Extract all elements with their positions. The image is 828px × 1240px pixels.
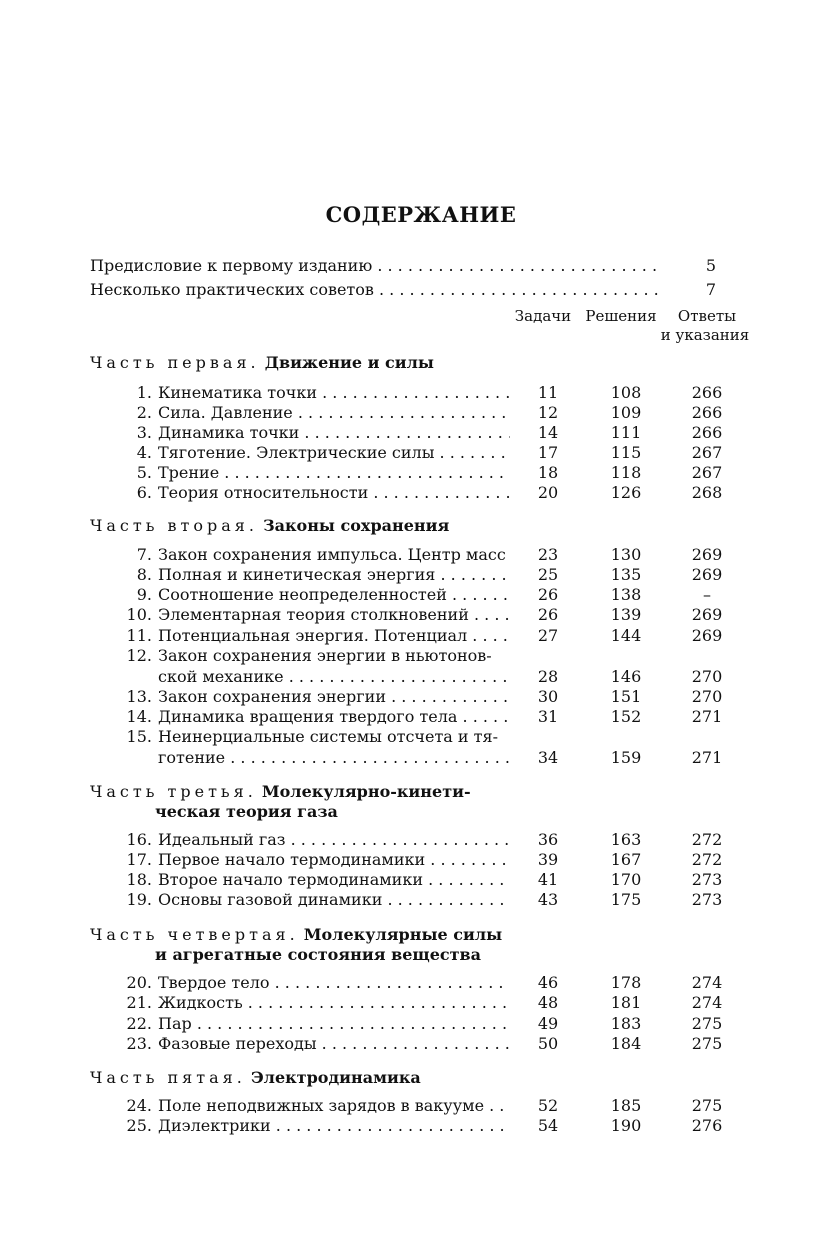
- table-row: [0, 973, 828, 993]
- table-row: [0, 626, 828, 646]
- chapter-number: 12.: [126, 646, 152, 665]
- chapter-title: Неинерциальные системы отсчета и тя-: [158, 727, 499, 746]
- chapter-title: Динамика вращения твердого тела . . .: [158, 707, 510, 727]
- part-heading: [90, 1068, 520, 1088]
- solutions-page: 175: [610, 890, 642, 909]
- chapter-number: 22.: [126, 1014, 152, 1033]
- part-label: Часть вторая.: [90, 516, 258, 535]
- table-row: [0, 463, 828, 483]
- solutions-page: 185: [610, 1096, 642, 1115]
- chapter-number: 24.: [126, 1096, 152, 1115]
- entry-text: Предисловие к первому изданию . . .: [90, 256, 662, 276]
- column-header-solutions: Решения: [585, 307, 657, 325]
- solutions-page: 139: [610, 605, 642, 624]
- chapter-title: Закон сохранения энергии в ньютонов-: [158, 646, 492, 665]
- tasks-page: 30: [537, 687, 559, 706]
- chapter-title: Потенциальная энергия. Потенциал . . .: [158, 626, 510, 646]
- table-row: [0, 383, 828, 403]
- entry-page: 5: [705, 256, 717, 275]
- solutions-page: 144: [610, 626, 642, 645]
- chapter-number: 14.: [126, 707, 152, 726]
- toc-front-entry: [0, 256, 828, 276]
- solutions-page: 138: [610, 585, 642, 604]
- chapter-number: 8.: [136, 565, 152, 584]
- answers-page: 276: [691, 1116, 723, 1135]
- solutions-page: 130: [610, 545, 642, 564]
- chapter-number: 18.: [126, 870, 152, 889]
- tasks-page: 52: [537, 1096, 559, 1115]
- part-heading: [90, 782, 520, 822]
- table-row: [0, 1096, 828, 1116]
- entry-page: 7: [705, 280, 717, 299]
- answers-page: 266: [691, 403, 723, 422]
- chapter-number: 4.: [136, 443, 152, 462]
- answers-page: 266: [691, 423, 723, 442]
- answers-page: 275: [691, 1014, 723, 1033]
- chapter-title: Закон сохранения импульса. Центр масс . . .: [158, 545, 510, 565]
- answers-page: 268: [691, 483, 723, 502]
- answers-page: 266: [691, 383, 723, 402]
- table-row: [0, 1034, 828, 1054]
- answers-page: 272: [691, 850, 723, 869]
- tasks-page: 28: [537, 667, 559, 686]
- chapter-title: Закон сохранения энергии . . .: [158, 687, 510, 707]
- table-row: [0, 993, 828, 1013]
- entry-text: Несколько практических советов . . .: [90, 280, 662, 300]
- tasks-page: 23: [537, 545, 559, 564]
- answers-page: 270: [691, 687, 723, 706]
- chapter-number: 10.: [126, 605, 152, 624]
- tasks-page: 50: [537, 1034, 559, 1053]
- part-title: Молекулярно-кинети-: [261, 782, 471, 801]
- tasks-page: 43: [537, 890, 559, 909]
- table-row: [0, 687, 828, 707]
- chapter-number: 21.: [126, 993, 152, 1012]
- tasks-page: 12: [537, 403, 559, 422]
- chapter-title-line2: готение . . .: [158, 748, 510, 768]
- answers-page: 274: [691, 993, 723, 1012]
- chapter-title: Основы газовой динамики . . .: [158, 890, 510, 910]
- chapter-title: Поле неподвижных зарядов в вакууме . . .: [158, 1096, 510, 1116]
- table-row: [0, 870, 828, 890]
- answers-page: 267: [691, 463, 723, 482]
- answers-page: 269: [691, 626, 723, 645]
- chapter-title: Динамика точки . . .: [158, 423, 510, 443]
- answers-page: 269: [691, 565, 723, 584]
- part-heading: [90, 516, 520, 536]
- tasks-page: 27: [537, 626, 559, 645]
- tasks-page: 26: [537, 605, 559, 624]
- tasks-page: 36: [537, 830, 559, 849]
- table-row: [0, 483, 828, 503]
- tasks-page: 25: [537, 565, 559, 584]
- table-row: [0, 727, 828, 768]
- part-label: Часть первая.: [90, 353, 260, 372]
- solutions-page: 190: [610, 1116, 642, 1135]
- table-row: [0, 1116, 828, 1136]
- table-row: [0, 605, 828, 625]
- tasks-page: 54: [537, 1116, 559, 1135]
- answers-page: 270: [691, 667, 723, 686]
- solutions-page: 184: [610, 1034, 642, 1053]
- chapter-title: Второе начало термодинамики . . .: [158, 870, 510, 890]
- table-row: [0, 707, 828, 727]
- chapter-title: Фазовые переходы . . .: [158, 1034, 510, 1054]
- chapter-number: 6.: [136, 483, 152, 502]
- tasks-page: 31: [537, 707, 559, 726]
- part-title: Электродинамика: [250, 1068, 421, 1087]
- chapter-number: 5.: [136, 463, 152, 482]
- part-heading: [90, 353, 520, 373]
- tasks-page: 41: [537, 870, 559, 889]
- table-row: [0, 890, 828, 910]
- solutions-page: 118: [610, 463, 642, 482]
- chapter-number: 1.: [136, 383, 152, 402]
- table-row: [0, 565, 828, 585]
- chapter-number: 25.: [126, 1116, 152, 1135]
- table-row: [0, 443, 828, 463]
- solutions-page: 181: [610, 993, 642, 1012]
- part-title: Молекулярные силы: [303, 925, 503, 944]
- chapter-title: Идеальный газ . . .: [158, 830, 510, 850]
- solutions-page: 159: [610, 748, 642, 767]
- solutions-page: 109: [610, 403, 642, 422]
- solutions-page: 135: [610, 565, 642, 584]
- chapter-title: Тяготение. Электрические силы . . .: [158, 443, 510, 463]
- chapter-title-line2: ской механике . . .: [158, 667, 510, 687]
- chapter-title: Полная и кинетическая энергия . . .: [158, 565, 510, 585]
- answers-page: 267: [691, 443, 723, 462]
- chapter-title: Кинематика точки . . .: [158, 383, 510, 403]
- answers-page: 271: [691, 707, 723, 726]
- chapter-title: Элементарная теория столкновений . . .: [158, 605, 510, 625]
- solutions-page: 115: [610, 443, 642, 462]
- tasks-page: 11: [537, 383, 559, 402]
- solutions-page: 152: [610, 707, 642, 726]
- chapter-number: 13.: [126, 687, 152, 706]
- chapter-title: Пар . . .: [158, 1014, 510, 1034]
- tasks-page: 20: [537, 483, 559, 502]
- solutions-page: 146: [610, 667, 642, 686]
- part-title: Движение и силы: [264, 353, 434, 372]
- column-header-tasks: Задачи: [514, 307, 572, 325]
- chapter-number: 23.: [126, 1034, 152, 1053]
- part-label: Часть четвертая.: [90, 925, 299, 944]
- table-row: [0, 585, 828, 605]
- part-label: Часть третья.: [90, 782, 257, 801]
- chapter-number: 11.: [126, 626, 152, 645]
- answers-page: 272: [691, 830, 723, 849]
- chapter-number: 3.: [136, 423, 152, 442]
- table-row: [0, 646, 828, 687]
- solutions-page: 163: [610, 830, 642, 849]
- answers-page: –: [703, 585, 711, 604]
- tasks-page: 39: [537, 850, 559, 869]
- table-row: [0, 545, 828, 565]
- part-label: Часть пятая.: [90, 1068, 246, 1087]
- toc-front-entry: [0, 280, 828, 300]
- chapter-number: 2.: [136, 403, 152, 422]
- tasks-page: 46: [537, 973, 559, 992]
- solutions-page: 126: [610, 483, 642, 502]
- solutions-page: 111: [610, 423, 642, 442]
- chapter-title: Твердое тело . . .: [158, 973, 510, 993]
- tasks-page: 14: [537, 423, 559, 442]
- solutions-page: 167: [610, 850, 642, 869]
- chapter-number: 15.: [126, 727, 152, 746]
- chapter-number: 20.: [126, 973, 152, 992]
- chapter-title: Трение . . .: [158, 463, 510, 483]
- answers-page: 274: [691, 973, 723, 992]
- chapter-number: 9.: [136, 585, 152, 604]
- part-title-line2: и агрегатные состояния вещества: [155, 945, 482, 964]
- chapter-number: 16.: [126, 830, 152, 849]
- tasks-page: 17: [537, 443, 559, 462]
- page-title: СОДЕРЖАНИЕ: [325, 202, 517, 227]
- table-row: [0, 423, 828, 443]
- table-row: [0, 1014, 828, 1034]
- answers-page: 275: [691, 1096, 723, 1115]
- part-title: Законы сохранения: [263, 516, 450, 535]
- column-header-answers: Ответы: [677, 307, 737, 325]
- table-row: [0, 830, 828, 850]
- answers-page: 273: [691, 870, 723, 889]
- solutions-page: 108: [610, 383, 642, 402]
- part-heading: [90, 925, 520, 965]
- answers-page: 273: [691, 890, 723, 909]
- solutions-page: 151: [610, 687, 642, 706]
- tasks-page: 26: [537, 585, 559, 604]
- chapter-number: 17.: [126, 850, 152, 869]
- chapter-title: Сила. Давление . . .: [158, 403, 510, 423]
- table-row: [0, 403, 828, 423]
- chapter-title: Теория относительности . . .: [158, 483, 510, 503]
- answers-page: 269: [691, 545, 723, 564]
- answers-page: 275: [691, 1034, 723, 1053]
- part-title-line2: ческая теория газа: [155, 802, 338, 821]
- answers-page: 269: [691, 605, 723, 624]
- solutions-page: 183: [610, 1014, 642, 1033]
- chapter-number: 7.: [136, 545, 152, 564]
- chapter-title: Жидкость . . .: [158, 993, 510, 1013]
- tasks-page: 18: [537, 463, 559, 482]
- chapter-title: Первое начало термодинамики . . .: [158, 850, 510, 870]
- solutions-page: 170: [610, 870, 642, 889]
- answers-page: 271: [691, 748, 723, 767]
- chapter-number: 19.: [126, 890, 152, 909]
- chapter-title: Соотношение неопределенностей . . .: [158, 585, 510, 605]
- tasks-page: 48: [537, 993, 559, 1012]
- column-header-answers-line2: и указания: [660, 326, 750, 344]
- tasks-page: 34: [537, 748, 559, 767]
- solutions-page: 178: [610, 973, 642, 992]
- tasks-page: 49: [537, 1014, 559, 1033]
- chapter-title: Диэлектрики . . .: [158, 1116, 510, 1136]
- table-row: [0, 850, 828, 870]
